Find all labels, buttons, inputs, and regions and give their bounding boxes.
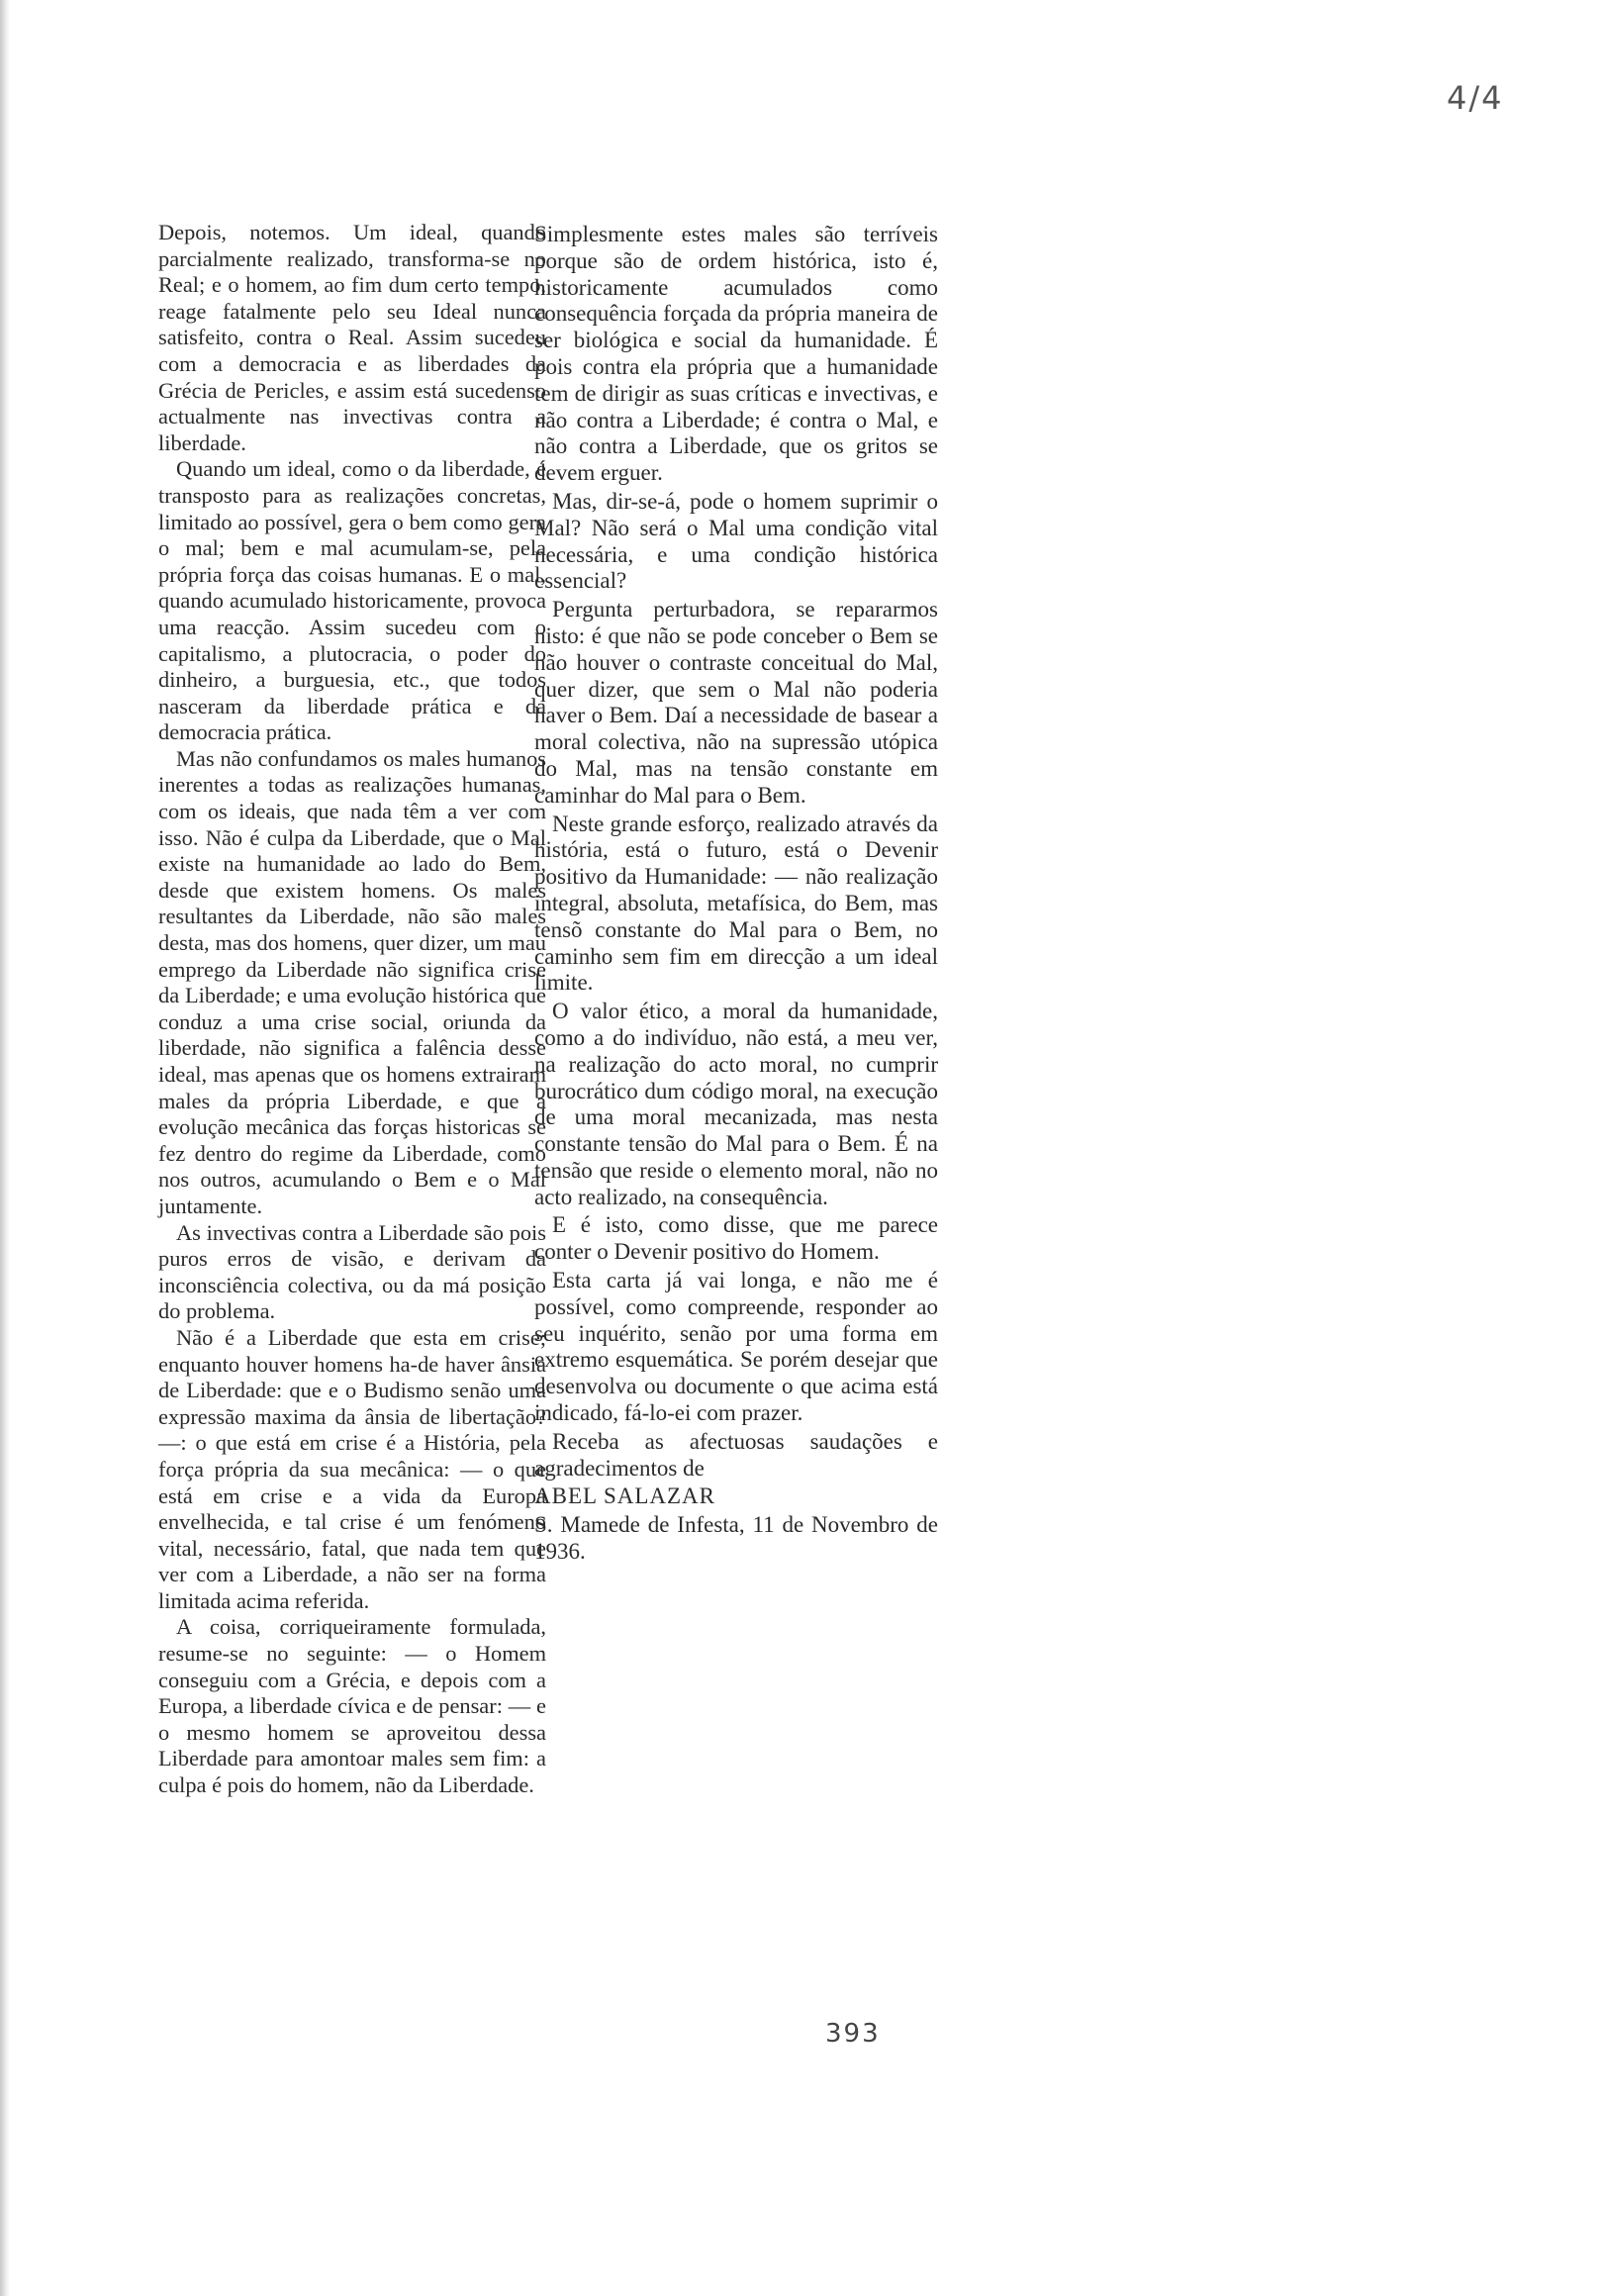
page-number: 393 [825,2019,881,2049]
page-marker: 4/4 [1447,79,1504,117]
place-and-date: S. Mamede de Infesta, 11 de Novembro de 1936. [534,1512,938,1565]
paragraph: E é isto, como disse, que me parece conter o Devenir positivo do Homem. [534,1212,938,1265]
left-text-column [158,220,546,1799]
author-signature: ABEL SALAZAR [534,1483,716,1509]
paragraph: Pergunta perturbadora, se repararmos nisto: é que não se pode conceber o Bem se não houver o contraste conceitual do Mal, quer dizer, que sem o Mal não poderia haver o Bem. Daí a necessidade de basear a moral colectiva, não na supressão utópica do Mal, mas na tensão constante em caminhar do Mal para o Bem. [534,597,938,808]
paragraph: Mas, dir-se-á, pode o homem suprimir o Mal? Não será o Mal uma condição vital necessária, e uma condição histórica essencial? [534,488,938,594]
scan-edge-shadow [0,0,10,2296]
paragraph: Simplesmente estes males são terríveis porque são de ordem histórica, isto é, historicamente acumulados como consequência forçada da própria maneira de ser biológica e social da humanidade. É pois contra ela própria que a humanidade tem de dirigir as suas críticas e invectivas, e não contra a Liberdade; é contra o Mal, e não contra a Liberdade, que os gritos se devem erguer. [534,222,938,486]
paragraph: As invectivas contra a Liberdade são pois puros erros de visão, e derivam da inconsciência colectiva, ou da má posição do problema. [158,1219,546,1324]
paragraph: Quando um ideal, como o da liberdade, é transposto para as realizações concretas, limitado ao possível, gera o bem como gera o mal; bem e mal acumulam-se, pela própria força das coisas humanas. E o mal, quando acumulado historicamente, provoca uma reacção. Assim sucedeu com o capitalismo, a plutocracia, o poder do dinheiro, a burguesia, etc., que todos nasceram da liberdade prática e da democracia prática. [158,456,546,745]
paragraph: Receba as afectuosas saudações e agradecimentos de [534,1428,938,1481]
paragraph: Mas não confundamos os males humanos inerentes a todas as realizações humanas, com os ideais, que nada têm a ver com isso. Não é culpa da Liberdade, que o Mal existe na humanidade ao lado do Bem, desde que existem homens. Os males resultantes da Liberdade, não são males desta, mas dos homens, quer dizer, um mau emprego da Liberdade não significa crise da Liberdade; e uma evolução histórica que conduz a uma crise social, oriunda da liberdade, não significa a falência desse ideal, mas apenas que os homens extrairam males da própria Liberdade, e que a evolução mecânica das forças historicas se fez dentro do regime da Liberdade, como nos outros, acumulando o Bem e o Mal juntamente. [158,745,546,1218]
paragraph: Esta carta já vai longa, e não me é possível, como compreende, responder ao seu inquérito, senão por uma forma em extremo esquemática. Se porém desejar que desenvolva ou documente o que acima está indicado, fá-lo-ei com prazer. [534,1268,938,1426]
right-text-column [534,220,938,1566]
paragraph: O valor ético, a moral da humanidade, como a do indivíduo, não está, a meu ver, na realização do acto moral, no cumprir burocrático dum código moral, na execução de uma moral mecanizada, mas nesta constante tensão do Mal para o Bem. É na tensão que reside o elemento moral, não no acto realizado, na consequência. [534,999,938,1209]
paragraph: Não é a Liberdade que esta em crise; enquanto houver homens ha-de haver ânsia de Liberdade: que e o Budismo senão uma expressão maxima da ânsia de libertação? —: o que está em crise é a História, pela força própria da sua mecânica: — o que está em crise e a vida da Europa envelhecida, e tal crise é um fenómeno vital, necessário, fatal, que nada tem que ver com a Liberdade, a não ser na forma limitada acima referida. [158,1324,546,1613]
paragraph: Neste grande esforço, realizado através da história, está o futuro, está o Devenir positivo da Humanidade: — não realização integral, absoluta, metafísica, do Bem, mas tensõ constante do Mal para o Bem, no caminho sem fim em direcção a um ideal limite. [534,811,938,996]
paragraph: Depois, notemos. Um ideal, quando parcialmente realizado, transforma-se no Real; e o homem, ao fim dum certo tempo, reage fatalmente pelo seu Ideal nunca satisfeito, contra o Real. Assim sucedeu com a democracia e as liberdades da Grécia de Pericles, e assim está sucedenso actualmente nas invectivas contra a liberdade. [158,220,546,455]
paragraph: A coisa, corriqueiramente formulada, resume-se no seguinte: — o Homem conseguiu com a Grécia, e depois com a Europa, a liberdade cívica e de pensar: — e o mesmo homem se aproveitou dessa Liberdade para amontoar males sem fim: a culpa é pois do homem, não da Liberdade. [158,1614,546,1798]
